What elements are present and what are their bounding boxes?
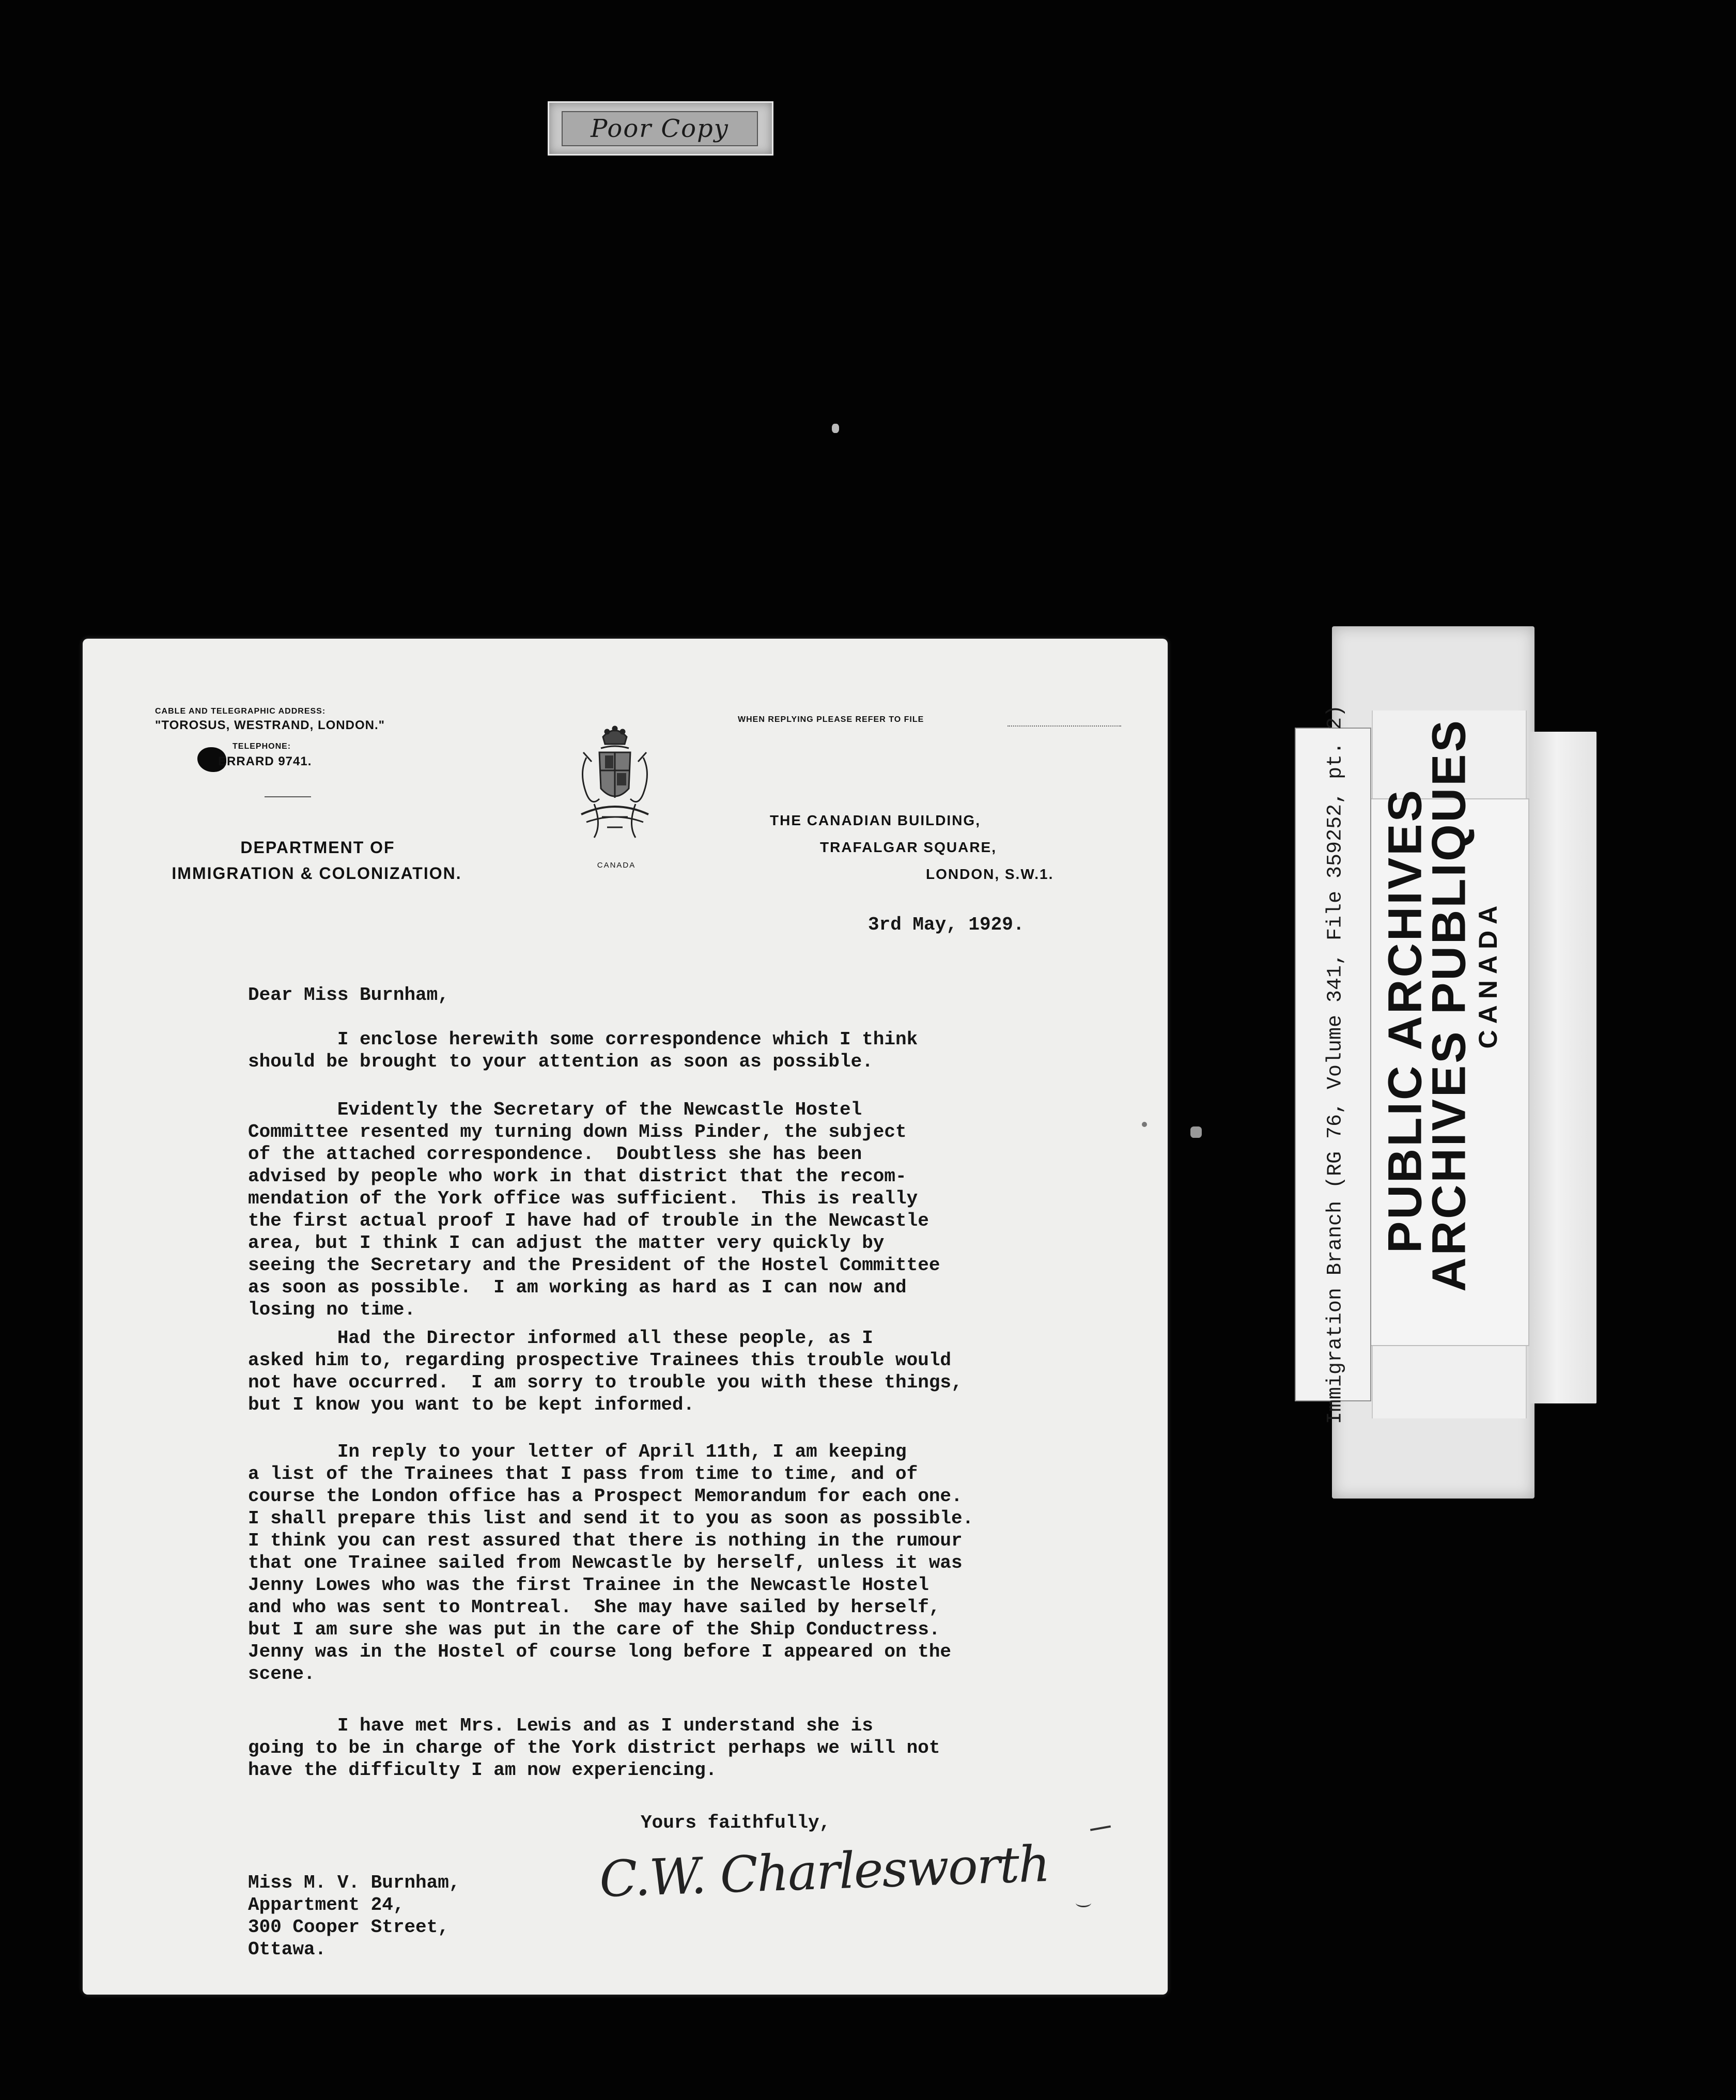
telephone-number: ERRARD 9741.: [218, 754, 312, 768]
cable-address-label: CABLE AND TELEGRAPHIC ADDRESS:: [155, 707, 326, 716]
recipient-address: Miss M. V. Burnham, Appartment 24, 300 Cooper Street, Ottawa.: [248, 1872, 460, 1960]
reply-reference-note: WHEN REPLYING PLEASE REFER TO FILE: [738, 715, 924, 724]
pen-mark: [1076, 1898, 1091, 1907]
public-archives-label: PUBLIC ARCHIVES: [1378, 788, 1432, 1253]
signature-dash: [1090, 1826, 1111, 1831]
address-line-3: LONDON, S.W.1.: [926, 866, 1054, 882]
paragraph-3: Had the Director informed all these people, as I asked him to, regarding prospective Trainees this trouble would not have occurred. I am sorry to trouble you with these things, but I know you want to be kept informed.: [248, 1327, 963, 1415]
poor-copy-text: Poor Copy: [562, 111, 758, 146]
archives-publiques-label: ARCHIVES PUBLIQUES: [1422, 718, 1476, 1292]
archive-reference-text: Immigration Branch (RG 76, Volume 341, File 359252, pt. 2): [1324, 704, 1347, 1425]
address-line-1: THE CANADIAN BUILDING,: [770, 812, 981, 828]
background-speck: [832, 424, 839, 433]
letter-page: [83, 639, 1168, 1995]
address-line-2: TRAFALGAR SQUARE,: [820, 839, 997, 855]
salutation: Dear Miss Burnham,: [248, 984, 449, 1006]
signature: C.W. Charlesworth: [598, 1834, 1050, 1909]
letter-date: 3rd May, 1929.: [868, 914, 1025, 935]
paragraph-2: Evidently the Secretary of the Newcastle Hostel Committee resented my turning down Miss Pinder, the subject of the attached correspondence. Doubtless she has been advised by people who work in that district that the recom- mendation of the York office was sufficient. This is really the first actual proof I have had of trouble in the Newcastle area, but I think I can adjust the matter very quickly by seeing the Secretary and the President of the Hostel Committee as soon as possible. I am working as hard as I can now and losing no time.: [248, 1099, 940, 1320]
cable-address: "TOROSUS, WESTRAND, LONDON.": [155, 718, 385, 732]
department-line-2: IMMIGRATION & COLONIZATION.: [172, 864, 462, 883]
closing: Yours faithfully,: [641, 1812, 831, 1833]
letterhead-rule: [265, 796, 311, 797]
canada-crest-icon: [571, 721, 659, 845]
background-speck: [1190, 1126, 1202, 1138]
department-line-1: DEPARTMENT OF: [240, 838, 395, 857]
reply-reference-rule: [1008, 725, 1121, 727]
canada-label: CANADA: [1474, 899, 1502, 1049]
archive-tag-fold: [1529, 732, 1597, 1403]
telephone-label: TELEPHONE:: [233, 742, 291, 751]
crest-caption: CANADA: [597, 861, 636, 870]
paragraph-4: In reply to your letter of April 11th, I am keeping a list of the Trainees that I pass from time to time, and of course the London office has a Prospect Memorandum for each one. I shall prepare this list and send it to you as soon as possible. I think you can rest assured that there is nothing in the rumour that one Trainee sailed from Newcastle by herself, unless it was Jenny Lowes who was the first Trainee in the Newcastle Hostel and who was sent to Montreal. She may have sailed by herself, but I am sure she was put in the care of the Ship Conductress. Jenny was in the Hostel of course long before I appeared on the scene.: [248, 1441, 974, 1685]
paragraph-1: I enclose herewith some correspondence which I think should be brought to your attention as soon as possible.: [248, 1029, 918, 1072]
paragraph-5: I have met Mrs. Lewis and as I understand she is going to be in charge of the York district perhaps we will not have the difficulty I am now experiencing.: [248, 1715, 940, 1781]
paper-speck: [1142, 1122, 1147, 1127]
poor-copy-label: [548, 101, 773, 156]
